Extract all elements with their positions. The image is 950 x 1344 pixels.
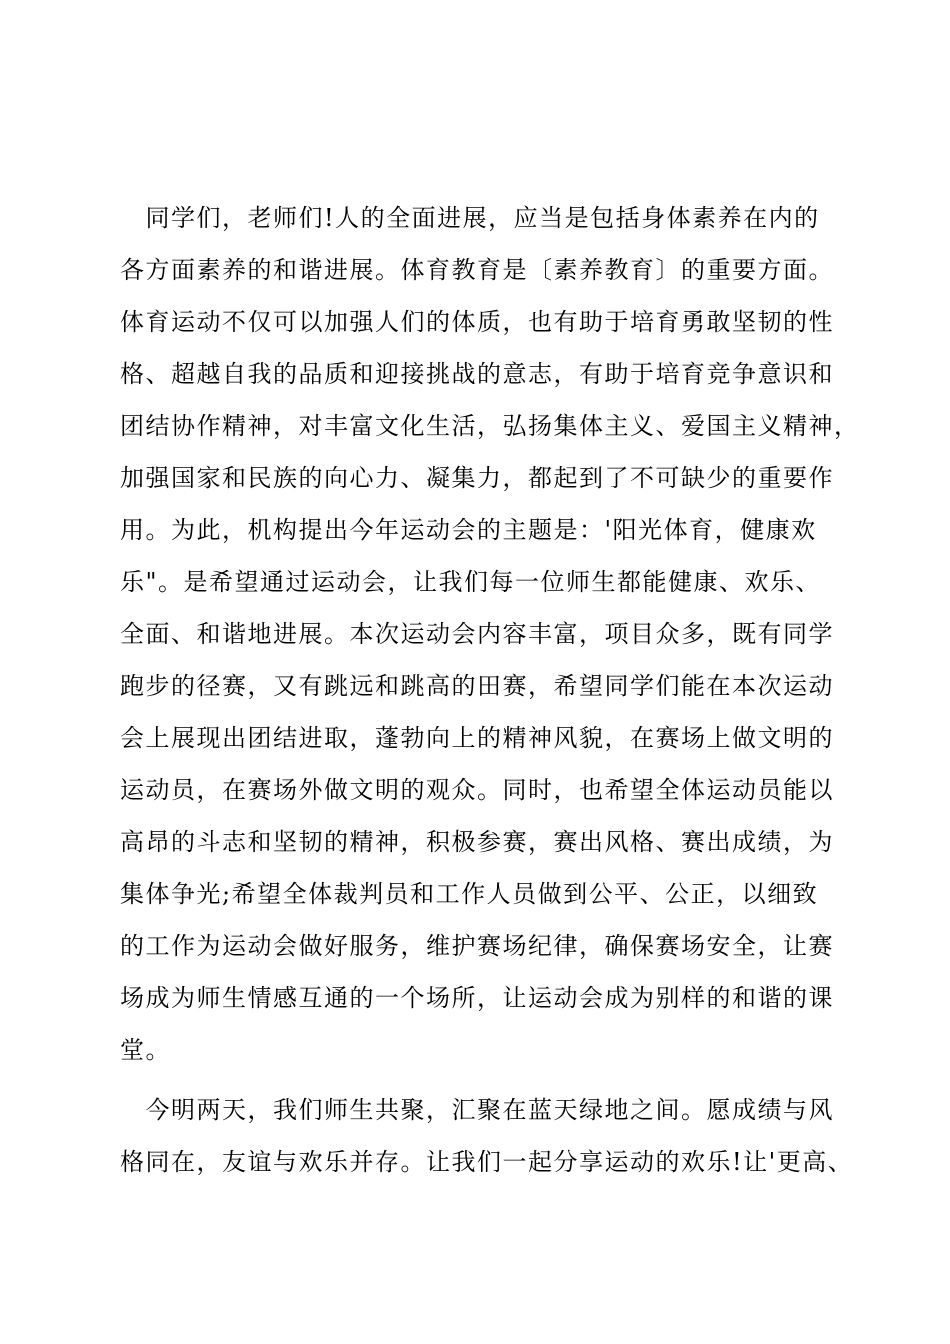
text-line: 加强国家和民族的向心力、凝集力，都起到了不可缺少的重要作 [120, 464, 834, 492]
text-line: 体育运动不仅可以加强人们的体质，也有助于培育勇敢坚韧的性 [120, 308, 834, 336]
text-line: 高昂的斗志和坚韧的精神，积极参赛，赛出风格、赛出成绩，为 [120, 828, 834, 856]
text-line: 会上展现出团结进取，蓬勃向上的精神风貌，在赛场上做文明的 [120, 724, 834, 752]
text-line: 运动员，在赛场外做文明的观众。同时，也希望全体运动员能以 [120, 776, 834, 804]
text-line: 堂。 [120, 1036, 171, 1064]
text-line: 全面、和谐地进展。本次运动会内容丰富，项目众多，既有同学 [120, 620, 834, 648]
text-line: 的工作为运动会做好服务，维护赛场纪律，确保赛场安全，让赛 [120, 932, 834, 960]
text-line: 今明两天，我们师生共聚，汇聚在蓝天绿地之间。愿成绩与风 [120, 1096, 834, 1124]
text-line: 格同在，友谊与欢乐并存。让我们一起分享运动的欢乐!让'更高、 [120, 1148, 854, 1176]
text-line: 格、超越自我的品质和迎接挑战的意志，有助于培育竞争意识和 [120, 360, 834, 388]
text-line: 团结协作精神，对丰富文化生活，弘扬集体主义、爱国主义精神， [120, 412, 860, 440]
text-line: 乐"。是希望通过运动会，让我们每一位师生都能健康、欢乐、 [120, 568, 822, 596]
text-line: 跑步的径赛，又有跳远和跳高的田赛，希望同学们能在本次运动 [120, 672, 834, 700]
text-line: 场成为师生情感互通的一个场所，让运动会成为别样的和谐的课 [120, 984, 834, 1012]
text-line: 同学们，老师们!人的全面进展，应当是包括身体素养在内的 [120, 204, 820, 232]
text-line: 集体争光;希望全体裁判员和工作人员做到公平、公正，以细致 [120, 880, 819, 908]
text-line: 各方面素养的和谐进展。体育教育是〔素养教育〕的重要方面。 [120, 256, 834, 284]
text-line: 用。为此，机构提出今年运动会的主题是：'阳光体育，健康欢 [120, 516, 817, 544]
